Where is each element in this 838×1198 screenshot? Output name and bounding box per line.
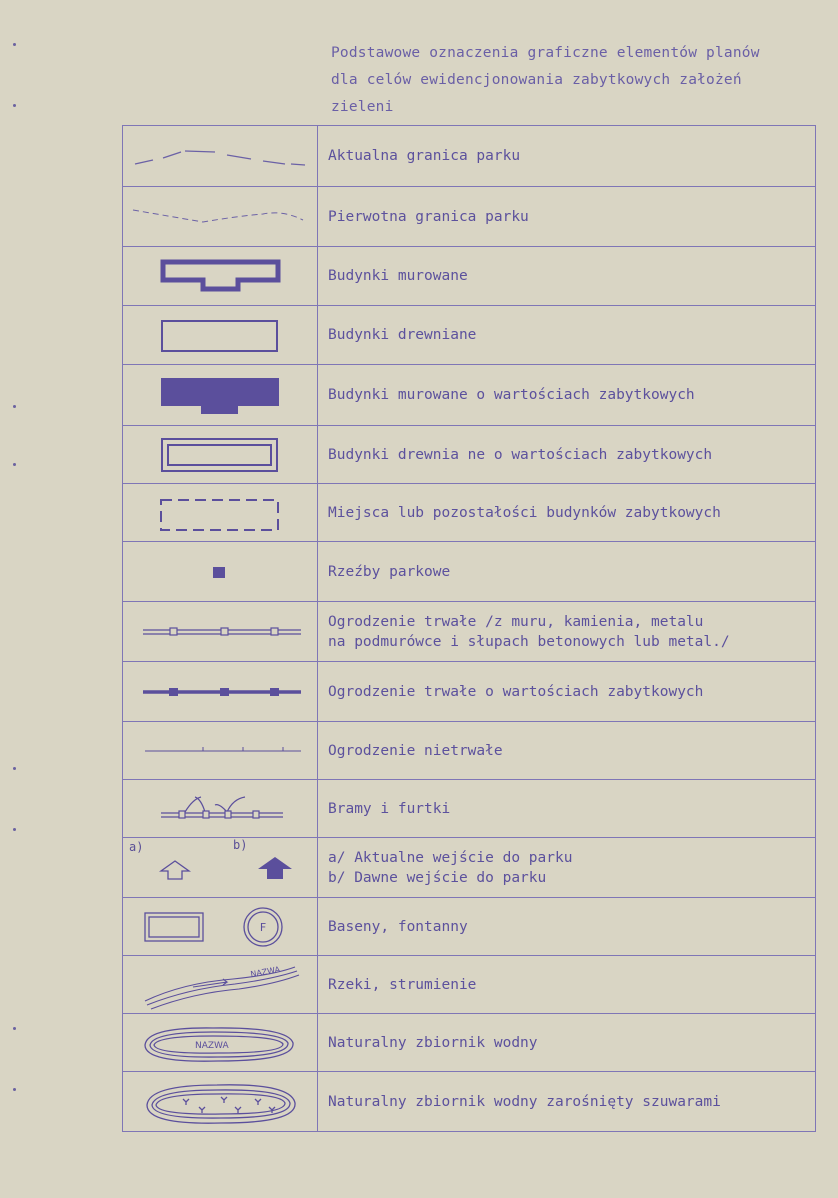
legend-row [123, 956, 816, 1014]
legend-description: Aktualna granica parku [318, 126, 816, 187]
pond-label: NAZWA [195, 1040, 229, 1051]
sculpture-square-icon [123, 543, 317, 601]
symbol-cell [123, 602, 318, 662]
margin-dot [13, 104, 16, 107]
symbol-cell [123, 187, 318, 247]
legend-row [123, 484, 816, 542]
title-line: Podstawowe oznaczenia graficzne elementów planów [331, 45, 760, 61]
fountain-letter: F [259, 920, 267, 934]
legend-description: Rzeki, strumienie [318, 956, 816, 1014]
margin-dot [13, 43, 16, 46]
historic-permanent-fence-icon [123, 663, 317, 721]
gates-icon [123, 781, 317, 837]
symbol-cell [123, 1014, 318, 1072]
pool-fountain-icon [123, 899, 317, 955]
symbol-cell [123, 542, 318, 602]
legend-description: Ogrodzenie trwałe o wartościach zabytkowych [318, 662, 816, 722]
legend-row [123, 662, 816, 722]
entrance-arrows-icon [123, 839, 317, 897]
dashed-current-boundary-icon [123, 127, 317, 185]
label-a: a) [129, 840, 144, 854]
dashed-original-boundary-icon [123, 188, 317, 246]
symbol-cell [123, 1072, 318, 1132]
symbol-cell [123, 838, 318, 898]
legend-description: Budynki drewnia ne o wartościach zabytkowych [318, 426, 816, 484]
legend-row [123, 247, 816, 306]
overgrown-pond-icon [123, 1073, 317, 1131]
legend-description: Budynki murowane [318, 247, 816, 306]
legend-row [123, 187, 816, 247]
title-line: dla celów ewidencjonowania zabytkowych założeń [331, 72, 742, 88]
label-b: b) [233, 838, 248, 852]
margin-dot [13, 1027, 16, 1030]
page-title [331, 40, 831, 121]
legend-description-line: Ogrodzenie trwałe /z muru, kamienia, metalu [328, 613, 704, 630]
symbol-cell [123, 722, 318, 780]
symbol-cell [123, 247, 318, 306]
margin-dot [13, 463, 16, 466]
symbol-cell [123, 365, 318, 426]
legend-description: Naturalny zbiornik wodny [318, 1014, 816, 1072]
legend-table [122, 125, 816, 1132]
symbol-cell [123, 898, 318, 956]
legend-row [123, 898, 816, 956]
symbol-cell [123, 306, 318, 365]
legend-description [318, 602, 816, 662]
margin-dot [13, 1088, 16, 1091]
natural-pond-icon [123, 1015, 317, 1071]
building-remains-icon [123, 485, 317, 541]
legend-row [123, 1014, 816, 1072]
legend-row [123, 602, 816, 662]
legend-description: Ogrodzenie nietrwałe [318, 722, 816, 780]
legend-row [123, 1072, 816, 1132]
legend-description: Bramy i furtki [318, 780, 816, 838]
legend-row [123, 780, 816, 838]
symbol-cell [123, 484, 318, 542]
legend-description: Miejsca lub pozostałości budynków zabytkowych [318, 484, 816, 542]
legend-row [123, 426, 816, 484]
legend-description: Rzeźby parkowe [318, 542, 816, 602]
temporary-fence-icon [123, 723, 317, 779]
wooden-building-icon [123, 307, 317, 363]
legend-description: Naturalny zbiornik wodny zarośnięty szuwarami [318, 1072, 816, 1132]
historic-wooden-building-icon [123, 427, 317, 483]
legend-description-line: b/ Dawne wejście do parku [328, 869, 547, 886]
river-label: NAZWA [249, 964, 281, 979]
margin-dot [13, 405, 16, 408]
symbol-cell [123, 956, 318, 1014]
legend-row [123, 126, 816, 187]
masonry-building-icon [123, 248, 317, 304]
legend-description [318, 838, 816, 898]
legend-row [123, 306, 816, 365]
symbol-cell [123, 426, 318, 484]
margin-dot [13, 767, 16, 770]
title-line: zieleni [331, 99, 394, 115]
symbol-cell [123, 662, 318, 722]
legend-description: Budynki murowane o wartościach zabytkowych [318, 365, 816, 426]
margin-dot [13, 828, 16, 831]
historic-masonry-building-icon [123, 366, 317, 424]
legend-row [123, 722, 816, 780]
symbol-cell [123, 780, 318, 838]
legend-row [123, 838, 816, 898]
permanent-fence-icon [123, 603, 317, 661]
legend-description: Pierwotna granica parku [318, 187, 816, 247]
legend-description-line: a/ Aktualne wejście do parku [328, 849, 573, 866]
legend-row [123, 365, 816, 426]
legend-description: Baseny, fontanny [318, 898, 816, 956]
legend-row [123, 542, 816, 602]
symbol-cell [123, 126, 318, 187]
river-icon [123, 957, 317, 1013]
legend-description: Budynki drewniane [318, 306, 816, 365]
legend-description-line: na podmurówce i słupach betonowych lub metal./ [328, 633, 730, 650]
